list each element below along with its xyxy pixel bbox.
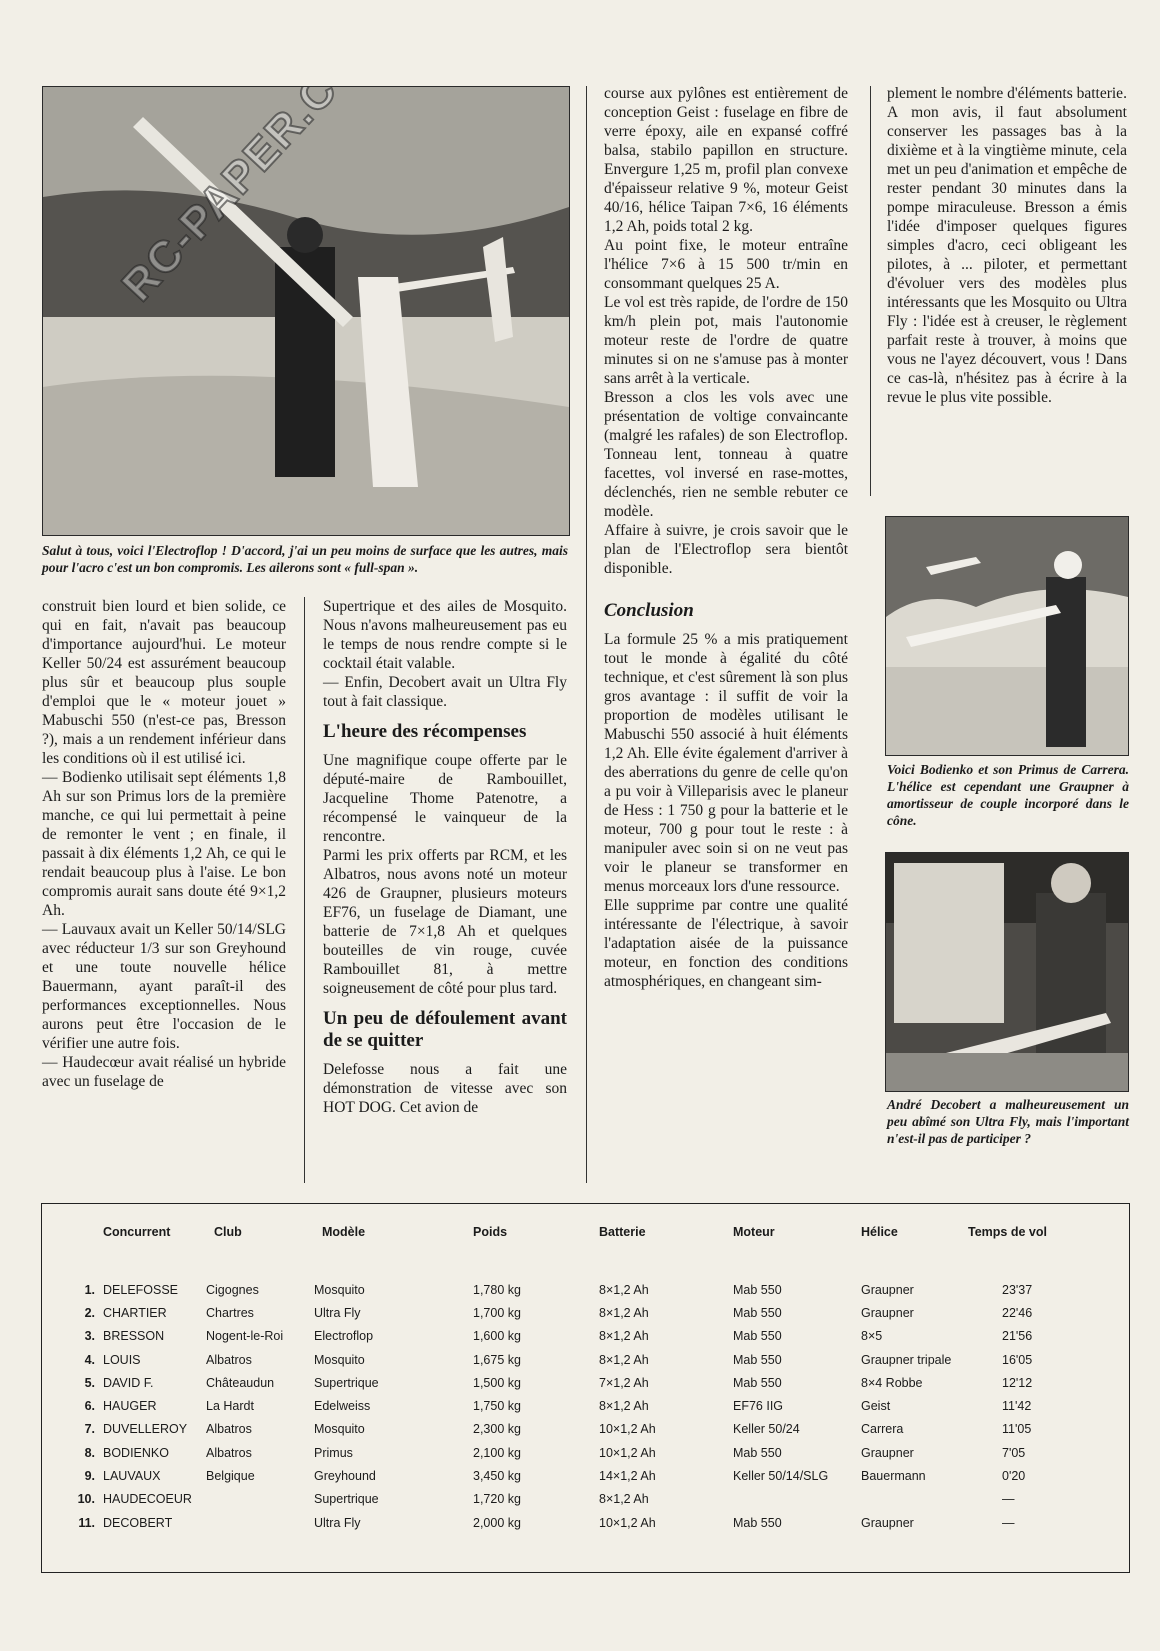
table-row (42, 1371, 1129, 1394)
table-cell: Nogent-le-Roi (206, 1329, 284, 1344)
paragraph: — Bodienko utilisait sept éléments 1,8 Ah sur son Primus lors de la première manche, ce qui lui permettait à peine de remonter le vent ; en finale, il passait à dix éléments 1,2 Ah, ce qui le rendait beaucoup plus à l'aise. Le bon compromis aurait sans doute été 9×1,2 Ah. (42, 769, 286, 919)
table-cell: Mab 550 (733, 1282, 782, 1297)
column-rule (586, 86, 587, 1183)
table-cell: Ultra Fly (314, 1515, 361, 1530)
column-rule (870, 86, 871, 496)
table-cell: Keller 50/24 (733, 1422, 800, 1437)
table-cell: DELEFOSSE (103, 1282, 179, 1297)
article-column-3 (604, 84, 848, 991)
table-cell (833, 1488, 958, 1511)
table-cell: Mosquito (314, 1352, 365, 1367)
table-cell: DUVELLEROY (103, 1422, 188, 1437)
table-cell: CHARTIER (103, 1305, 167, 1320)
table-cell: Mab 550 (733, 1445, 782, 1460)
paragraph: Bresson a clos les vols avec une présentation de voltige convaincante (malgré les rafales) de son Electroflop. Tonneau lent, tonneau à quatre facettes, vol inversé en rase-mottes, déclenchés, rien ne semble rebuter ce modèle. (604, 389, 848, 520)
table-cell: 11'42 (1002, 1399, 1032, 1414)
article-column-1 (42, 597, 286, 1091)
table-cell: Chartres (206, 1305, 254, 1320)
table-cell (705, 1488, 833, 1511)
table-row (42, 1464, 1129, 1487)
table-cell: 8×1,2 Ah (599, 1329, 649, 1344)
table-cell: 8×1,2 Ah (599, 1352, 649, 1367)
table-cell: EF76 IIG (733, 1399, 784, 1414)
table-cell: 7'05 (1002, 1445, 1026, 1460)
table-cell: Keller 50/14/SLG (733, 1469, 829, 1484)
table-cell: 8×1,2 Ah (599, 1305, 649, 1320)
table-cell: 1. (84, 1282, 95, 1297)
table-cell: 8. (84, 1445, 95, 1460)
table-cell: DAVID F. (103, 1375, 154, 1390)
table-cell: 12'12 (1002, 1375, 1033, 1390)
table-cell: Albatros (206, 1422, 252, 1437)
table-body (42, 1278, 1129, 1534)
table-cell: 5. (84, 1375, 95, 1390)
table-cell: 1,600 kg (473, 1329, 521, 1344)
photo-caption-bodienko: Voici Bodienko et son Primus de Carrera. L'hélice est cependant une Graupner à amortisseur de couple incorporé dans le cône. (887, 762, 1129, 828)
table-cell: 2,300 kg (473, 1422, 521, 1437)
paragraph: Une magnifique coupe offerte par le député-maire de Rambouillet, Jacqueline Thome Patenotre, a récompensé le vainqueur de la rencontre. (323, 752, 567, 845)
table-cell: DECOBERT (103, 1515, 173, 1530)
table-cell: Ultra Fly (314, 1305, 361, 1320)
table-cell: 11. (78, 1515, 95, 1530)
table-cell: 10×1,2 Ah (599, 1422, 656, 1437)
table-cell: 2,000 kg (473, 1515, 521, 1530)
photo-electroflop-scene (43, 87, 569, 535)
table-cell: Châteaudun (206, 1375, 275, 1390)
table-cell: LAUVAUX (103, 1469, 161, 1484)
column-header: Club (214, 1225, 242, 1239)
paragraph: — Enfin, Decobert avait un Ultra Fly tout à fait classique. (323, 674, 567, 710)
paragraph: Affaire à suivre, je crois savoir que le plan de l'Electroflop sera bientôt disponible. (604, 522, 848, 577)
paragraph: plement le nombre d'éléments batterie. (887, 85, 1127, 102)
paragraph: A mon avis, il faut absolument conserver les passages bas à la dixième et à la vingtième minute, cela met un peu d'animation et empêche de rester pendant 30 minutes dans la pompe miraculeuse. Bresson a émis l'idée d'imposer quelques figures simples d'acro, ceci obligeant les pilotes, à ... piloter, et permettant d'évoluer vers des modèles plus intéressants que les Mosquito ou Ultra Fly : l'idée est à creuser, le règlement parfait reste à trouver, à moins que vous ne l'ayez découvert, vous ! Dans ce cas-là, n'hésitez pas à écrire à la revue le plus vite possible. (887, 104, 1127, 406)
table-cell: 2. (84, 1305, 95, 1320)
table-row (42, 1418, 1129, 1441)
table-cell: 9. (84, 1469, 95, 1484)
table-cell: Graupner tripale (861, 1352, 952, 1367)
paragraph: course aux pylônes est entièrement de conception Geist : fuselage en fibre de verre époxy, aile en expansé coffré balsa, stabilo papillon en structure. Envergure 1,25 m, profil plan convexe d'épaisseur relative 9 %, moteur Geist 40/16, hélice Taipan 7×6, 16 éléments 1,2 Ah, poids total 2 kg. (604, 85, 848, 235)
table-cell: Belgique (206, 1469, 255, 1484)
table-cell: 14×1,2 Ah (599, 1469, 656, 1484)
table-cell: 10×1,2 Ah (599, 1515, 656, 1530)
table-cell: BODIENKO (103, 1445, 169, 1460)
article-column-2 (323, 597, 567, 1117)
paragraph: Au point fixe, le moteur entraîne l'hélice 7×6 à 15 500 tr/min en consommant quelques 25 A. (604, 237, 848, 292)
table-cell: HAUGER (103, 1399, 157, 1414)
column-header: Poids (473, 1225, 508, 1239)
section-heading: Conclusion (604, 600, 694, 621)
table-cell (192, 1488, 300, 1511)
photo-electroflop (42, 86, 570, 536)
article-column-4 (887, 84, 1127, 407)
table-cell: 8×4 Robbe (861, 1375, 923, 1390)
paragraph: Le vol est très rapide, de l'ordre de 150 km/h plein pot, mais l'autonomie moteur reste de l'ordre de quatre minutes si on ne s'amuse pas à monter sans arrêt à la verticale. (604, 294, 848, 387)
photo-bodienko-scene (886, 517, 1128, 755)
table-cell: 8×1,2 Ah (599, 1399, 649, 1414)
section-heading: L'heure des récompenses (323, 721, 527, 742)
table-cell: 16'05 (1002, 1352, 1033, 1367)
table-cell: Primus (314, 1445, 353, 1460)
table-cell: 1,720 kg (473, 1492, 521, 1507)
table-cell: 7×1,2 Ah (599, 1375, 649, 1390)
paragraph: — Lauvaux avait un Keller 50/14/SLG avec réducteur 1/3 sur son Greyhound et une toute nouvelle hélice Bauermann, ayant paraît-il des performances exceptionnelles. Nous aurons peut être l'occasion de le vérifier une autre fois. (42, 921, 286, 1052)
paragraph: Parmi les prix offerts par RCM, et les Albatros, nous avons noté un moteur 426 de Graupner, plusieurs moteurs EF76, un fuselage de Diamant, une batterie de 7×1,8 Ah et quelques bouteilles de vin rouge, cuvée Rambouillet 81, à mettre soigneusement de côté pour plus tard. (323, 847, 567, 997)
table-cell: Edelweiss (314, 1399, 371, 1414)
table-cell: 3. (84, 1329, 95, 1344)
column-rule (304, 597, 305, 1183)
table-cell: BRESSON (103, 1329, 165, 1344)
paragraph: Supertrique et des ailes de Mosquito. Nous n'avons malheureusement pas eu le temps de nous rendre compte si le cocktail était valable. (323, 598, 567, 672)
table-cell: 21'56 (1002, 1329, 1033, 1344)
table-row (42, 1511, 1129, 1534)
photo-bodienko (885, 516, 1129, 756)
paragraph: La formule 25 % a mis pratiquement tout le monde à égalité du côté technique, et c'est sûrement là son plus gros avantage : il suffit de voir la proportion de modèles utilisant le Mabuschi 550 associé à huit éléments 1,2 Ah. Elle évite également d'arriver à des aberrations du genre de celle qu'on a pu voir à Villeparisis avec le planeur de Hess : 1 750 g pour la batterie et le moteur, 700 g pour tout le reste : à manipuler avec soin si on ne veut pas voir le planeur se transformer en menus morceaux lors d'une ressource. (604, 631, 848, 895)
table-cell: Graupner (861, 1282, 914, 1297)
table-cell: Graupner (861, 1305, 914, 1320)
table-cell: 22'46 (1002, 1305, 1033, 1320)
table-row (42, 1348, 1129, 1371)
table-cell: Bauermann (861, 1469, 926, 1484)
column-header: Modèle (322, 1225, 366, 1239)
table-cell: 6. (84, 1399, 95, 1414)
photo-decobert-scene (886, 853, 1128, 1091)
table-cell (192, 1511, 300, 1534)
column-header: Moteur (733, 1225, 775, 1239)
table-cell: Electroflop (314, 1329, 374, 1344)
table-cell: Mab 550 (733, 1352, 782, 1367)
table-cell: 8×1,2 Ah (599, 1282, 649, 1297)
table-cell: Carrera (861, 1422, 904, 1437)
table-cell: 1,500 kg (473, 1375, 521, 1390)
table-cell: Greyhound (314, 1469, 376, 1484)
table-cell: La Hardt (206, 1399, 254, 1414)
table-cell: LOUIS (103, 1352, 141, 1367)
table-cell: 8×5 (861, 1329, 883, 1344)
table-header-row (42, 1204, 1129, 1260)
table-cell: 1,750 kg (473, 1399, 521, 1414)
table-row (42, 1325, 1129, 1348)
table-cell: Mab 550 (733, 1305, 782, 1320)
table-cell: HAUDECOEUR (103, 1492, 192, 1507)
table-cell: 1,780 kg (473, 1282, 521, 1297)
table-cell: 23'37 (1002, 1282, 1033, 1297)
table-cell: Mab 550 (733, 1375, 782, 1390)
table-cell: Albatros (206, 1352, 252, 1367)
column-header: Batterie (599, 1225, 646, 1239)
table-cell: 3,450 kg (473, 1469, 521, 1484)
table-row (42, 1441, 1129, 1464)
paragraph: Elle supprime par contre une qualité intéressante de l'électrique, à savoir l'adaptation aisée de la puissance moteur, en fonction des conditions atmosphériques, en changeant sim- (604, 897, 848, 990)
table-cell: 1,700 kg (473, 1305, 521, 1320)
table-cell: 10×1,2 Ah (599, 1445, 656, 1460)
table-cell: 2,100 kg (473, 1445, 521, 1460)
table-cell: 11'05 (1002, 1422, 1032, 1437)
table-cell: Mab 550 (733, 1515, 782, 1530)
table-cell: 7. (84, 1422, 95, 1437)
photo-caption-electroflop: Salut à tous, voici l'Electroflop ! D'accord, j'ai un peu moins de surface que les autres, mais pour l'acro c'est un bon compromis. Les ailerons sont « full-span ». (42, 543, 568, 575)
table-cell: 1,675 kg (473, 1352, 521, 1367)
table-cell: 8×1,2 Ah (599, 1492, 649, 1507)
table-cell: Mosquito (314, 1422, 365, 1437)
paragraph: — Haudecœur avait réalisé un hybride avec un fuselage de (42, 1054, 286, 1090)
results-table (41, 1203, 1130, 1573)
column-header: Temps de vol (968, 1225, 1047, 1239)
paragraph: construit bien lourd et bien solide, ce qui en fait, n'avait pas beaucoup d'importance aujourd'hui. Le moteur Keller 50/24 est assurément beaucoup plus sûr et beaucoup plus souple d'emploi que le « moteur jouet » Mabuschi 550 (n'est-ce pas, Bresson ?), mais a un rendement inférieur dans les conditions où il est utilisé ici. (42, 598, 286, 767)
table-cell: Supertrique (314, 1375, 379, 1390)
table-row (42, 1488, 1129, 1511)
photo-caption-decobert: André Decobert a malheureusement un peu abîmé son Ultra Fly, mais l'important n'est-il pas de participer ? (887, 1097, 1129, 1146)
table-cell: Albatros (206, 1445, 252, 1460)
table-cell: — (1002, 1515, 1015, 1530)
section-heading: Un peu de défoulement avant de se quitter (323, 1008, 567, 1051)
table-cell: Mosquito (314, 1282, 365, 1297)
table-cell: Graupner (861, 1515, 914, 1530)
table-cell: Supertrique (314, 1492, 379, 1507)
table-cell: Cigognes (206, 1282, 259, 1297)
table-row (42, 1278, 1129, 1301)
photo-decobert (885, 852, 1129, 1092)
table-cell: 10. (77, 1492, 95, 1507)
table-cell: 0'20 (1002, 1469, 1026, 1484)
table-cell: 4. (84, 1352, 95, 1367)
column-header: Concurrent (103, 1225, 171, 1239)
table-row (42, 1301, 1129, 1324)
table-cell: Geist (861, 1399, 891, 1414)
table-row (42, 1394, 1129, 1417)
column-header: Hélice (861, 1225, 898, 1239)
table-cell: Graupner (861, 1445, 914, 1460)
paragraph: Delefosse nous a fait une démonstration de vitesse avec son HOT DOG. Cet avion de (323, 1061, 567, 1116)
table-cell: — (1002, 1492, 1015, 1507)
table-cell: Mab 550 (733, 1329, 782, 1344)
